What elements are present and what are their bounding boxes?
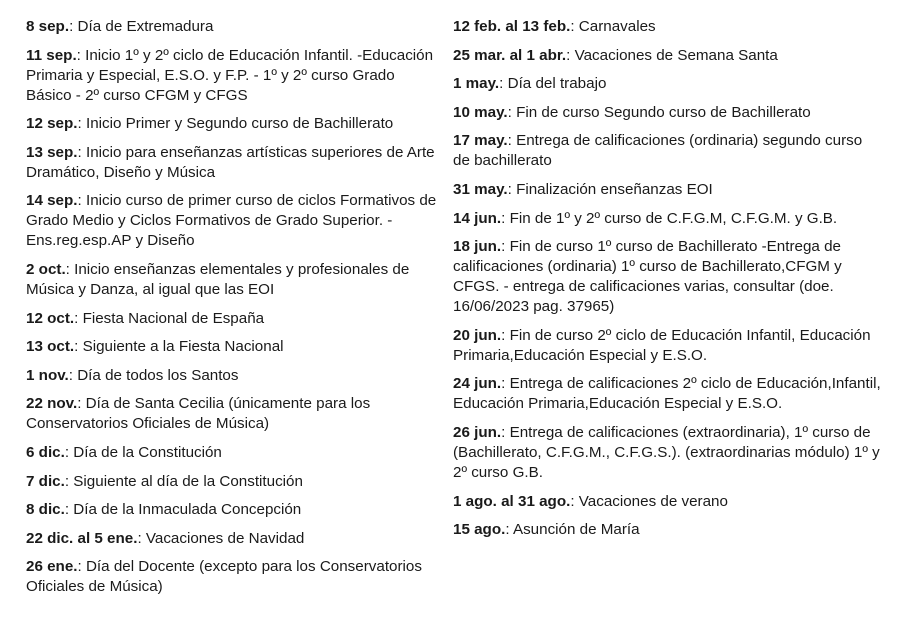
entry-text: Fin de curso 1º curso de Bachillerato -Entrega de calificaciones (ordinaria) 1º curso de Bachillerato,CFGM y CFGS. - entrega de calificaciones varias, consultar (doe. 16/06/2023 pag. 37965) bbox=[453, 238, 842, 316]
entry-text: Entrega de calificaciones (extraordinaria), 1º curso de (Bachillerato, C.F.G.M., C.F.G.S.). (extraordinarias módulo) 1º y 2º curso G.B. bbox=[453, 423, 880, 481]
entry-text: Finalización enseñanzas EOI bbox=[516, 180, 713, 198]
entry-date: 26 ene. bbox=[26, 558, 78, 576]
entry-text: Fiesta Nacional de España bbox=[82, 309, 265, 327]
calendar-entry: 18 jun.: Fin de curso 1º curso de Bachillerato -Entrega de calificaciones (ordinaria) 1º curso de Bachillerato,CFGM y CFGS. - entrega de calificaciones varias, consultar (doe. 16/06/2023 pag. 37965) bbox=[453, 238, 842, 316]
entry-text: Entrega de calificaciones 2º ciclo de Educación,Infantil, Educación Primaria,Educación Especial y E.S.O. bbox=[453, 375, 881, 413]
entry-text: Fin de 1º y 2º curso de C.F.G.M, C.F.G.M. y G.B. bbox=[509, 209, 838, 227]
entry-text: Día de la Inmaculada Concepción bbox=[73, 501, 302, 519]
entry-text: Día de todos los Santos bbox=[77, 366, 239, 384]
calendar-entry: 31 may.: Finalización enseñanzas EOI bbox=[453, 180, 713, 198]
entry-date: 24 jun. bbox=[453, 375, 502, 393]
entry-text: Vacaciones de Navidad bbox=[145, 529, 305, 547]
calendar-entry: 1 ago. al 31 ago.: Vacaciones de verano bbox=[453, 492, 728, 510]
entry-date: 6 dic. bbox=[26, 443, 65, 461]
calendar-entry: 8 sep.: Día de Extremadura bbox=[26, 18, 214, 35]
calendar-entry: 14 sep.: Inicio curso de primer curso de ciclos Formativos de Grado Medio y Ciclos Formativos de Grado Superior. - Ens.reg.esp.AP y Diseño bbox=[26, 192, 437, 250]
entry-date: 15 ago. bbox=[453, 521, 506, 539]
entry-text: Inicio Primer y Segundo curso de Bachillerato bbox=[85, 115, 394, 133]
entry-date: 13 oct. bbox=[26, 338, 75, 356]
entry-date: 17 may. bbox=[453, 132, 508, 150]
entry-date: 11 sep. bbox=[26, 46, 77, 64]
entry-date: 22 dic. al 5 ene. bbox=[26, 529, 138, 547]
entry-date: 14 jun. bbox=[453, 209, 502, 227]
entry-text: Inicio enseñanzas elementales y profesionales de Música y Danza, al igual que las EOI bbox=[26, 260, 410, 298]
entry-date: 22 nov. bbox=[26, 395, 78, 413]
entry-text: Vacaciones de verano bbox=[578, 492, 728, 510]
entry-date: 14 sep. bbox=[26, 192, 78, 210]
calendar-entry: 12 feb. al 13 feb.: Carnavales bbox=[453, 18, 656, 35]
calendar-entry: 12 sep.: Inicio Primer y Segundo curso de Bachillerato bbox=[26, 115, 394, 133]
entry-text: Día de Santa Cecilia (únicamente para los Conservatorios Oficiales de Música) bbox=[26, 395, 371, 433]
entry-text: Carnavales bbox=[578, 18, 656, 35]
entry-date: 26 jun. bbox=[453, 423, 502, 441]
entry-date: 2 oct. bbox=[26, 260, 66, 278]
entry-text: Día del Docente (excepto para los Conservatorios Oficiales de Música) bbox=[26, 558, 422, 596]
calendar-entry: 22 dic. al 5 ene.: Vacaciones de Navidad bbox=[26, 529, 305, 547]
entry-date: 25 mar. al 1 abr. bbox=[453, 46, 567, 64]
calendar-entry: 25 mar. al 1 abr.: Vacaciones de Semana Santa bbox=[453, 46, 778, 64]
entry-date: 10 may. bbox=[453, 103, 508, 121]
entry-text: Fin de curso Segundo curso de Bachillerato bbox=[516, 103, 811, 121]
entry-text: Siguiente al día de la Constitución bbox=[73, 472, 303, 490]
entry-text: Vacaciones de Semana Santa bbox=[574, 46, 778, 64]
calendar-entry: 20 jun.: Fin de curso 2º ciclo de Educación Infantil, Educación Primaria,Educación Especial y E.S.O. bbox=[453, 326, 871, 364]
calendar-entry: 11 sep.: Inicio 1º y 2º ciclo de Educación Infantil. -Educación Primaria y Especial, E.S.O. y F.P. - 1º y 2º curso Grado Básico - 2º curso CFGM y CFGS bbox=[26, 46, 434, 104]
entry-date: 7 dic. bbox=[26, 472, 65, 490]
entry-text: Asunción de María bbox=[512, 521, 640, 539]
entry-text: Inicio curso de primer curso de ciclos Formativos de Grado Medio y Ciclos Formativos de Grado Superior. - Ens.reg.esp.AP y Diseño bbox=[26, 192, 437, 250]
entry-date: 20 jun. bbox=[453, 326, 502, 344]
entry-date: 1 nov. bbox=[26, 366, 69, 384]
left-column bbox=[26, 17, 444, 606]
entry-date: 12 oct. bbox=[26, 309, 75, 327]
entry-date: 18 jun. bbox=[453, 238, 502, 256]
calendar-entry: 22 nov.: Día de Santa Cecilia (únicamente para los Conservatorios Oficiales de Música) bbox=[26, 395, 371, 433]
entry-date: 13 sep. bbox=[26, 143, 78, 161]
entry-text: Siguiente a la Fiesta Nacional bbox=[82, 338, 284, 356]
calendar-entry: 2 oct.: Inicio enseñanzas elementales y profesionales de Música y Danza, al igual que las EOI bbox=[26, 260, 410, 298]
calendar-entry: 15 ago.: Asunción de María bbox=[453, 521, 640, 539]
calendar-entry: 17 may.: Entrega de calificaciones (ordinaria) segundo curso de bachillerato bbox=[453, 132, 863, 170]
entry-date: 12 sep. bbox=[26, 115, 78, 133]
calendar-entry: 1 nov.: Día de todos los Santos bbox=[26, 366, 239, 384]
calendar-entry: 12 oct.: Fiesta Nacional de España bbox=[26, 309, 265, 327]
calendar-entry: 6 dic.: Día de la Constitución bbox=[26, 443, 222, 461]
entry-text: Entrega de calificaciones (ordinaria) segundo curso de bachillerato bbox=[453, 132, 863, 170]
entry-date: 31 may. bbox=[453, 180, 508, 198]
entry-date: 1 may. bbox=[453, 75, 500, 93]
calendar-entry: 8 dic.: Día de la Inmaculada Concepción bbox=[26, 501, 302, 519]
entry-text: Día de la Constitución bbox=[73, 443, 222, 461]
calendar-entry: 13 oct.: Siguiente a la Fiesta Nacional bbox=[26, 338, 284, 356]
entry-date: 8 sep. bbox=[26, 18, 70, 35]
calendar-entry: 10 may.: Fin de curso Segundo curso de Bachillerato bbox=[453, 103, 811, 121]
calendar-entry: 26 jun.: Entrega de calificaciones (extraordinaria), 1º curso de (Bachillerato, C.F.G.M., C.F.G.S.). (extraordinarias módulo) 1º y 2º curso G.B. bbox=[453, 423, 880, 481]
calendar-entry: 14 jun.: Fin de 1º y 2º curso de C.F.G.M, C.F.G.M. y G.B. bbox=[453, 209, 838, 227]
entry-text: Inicio 1º y 2º ciclo de Educación Infantil. -Educación Primaria y Especial, E.S.O. y F.P. - 1º y 2º curso Grado Básico - 2º curso CFGM y CFGS bbox=[26, 46, 434, 104]
entry-text: Día de Extremadura bbox=[77, 18, 214, 35]
calendar-entry: 24 jun.: Entrega de calificaciones 2º ciclo de Educación,Infantil, Educación Primaria,Educación Especial y E.S.O. bbox=[453, 375, 881, 413]
entry-text: Día del trabajo bbox=[507, 75, 607, 93]
entry-text: Fin de curso 2º ciclo de Educación Infantil, Educación Primaria,Educación Especial y E.S.O. bbox=[453, 326, 871, 364]
calendar-entry: 1 may.: Día del trabajo bbox=[453, 75, 607, 93]
entry-date: 12 feb. al 13 feb. bbox=[453, 18, 571, 35]
calendar-entry: 13 sep.: Inicio para enseñanzas artísticas superiores de Arte Dramático, Diseño y Música bbox=[26, 143, 435, 181]
entry-date: 8 dic. bbox=[26, 501, 65, 519]
entry-date: 1 ago. al 31 ago. bbox=[453, 492, 571, 510]
entry-text: Inicio para enseñanzas artísticas superiores de Arte Dramático, Diseño y Música bbox=[26, 143, 435, 181]
calendar-entry: 7 dic.: Siguiente al día de la Constitución bbox=[26, 472, 303, 490]
right-column bbox=[453, 17, 881, 549]
calendar-entry: 26 ene.: Día del Docente (excepto para los Conservatorios Oficiales de Música) bbox=[26, 558, 422, 596]
